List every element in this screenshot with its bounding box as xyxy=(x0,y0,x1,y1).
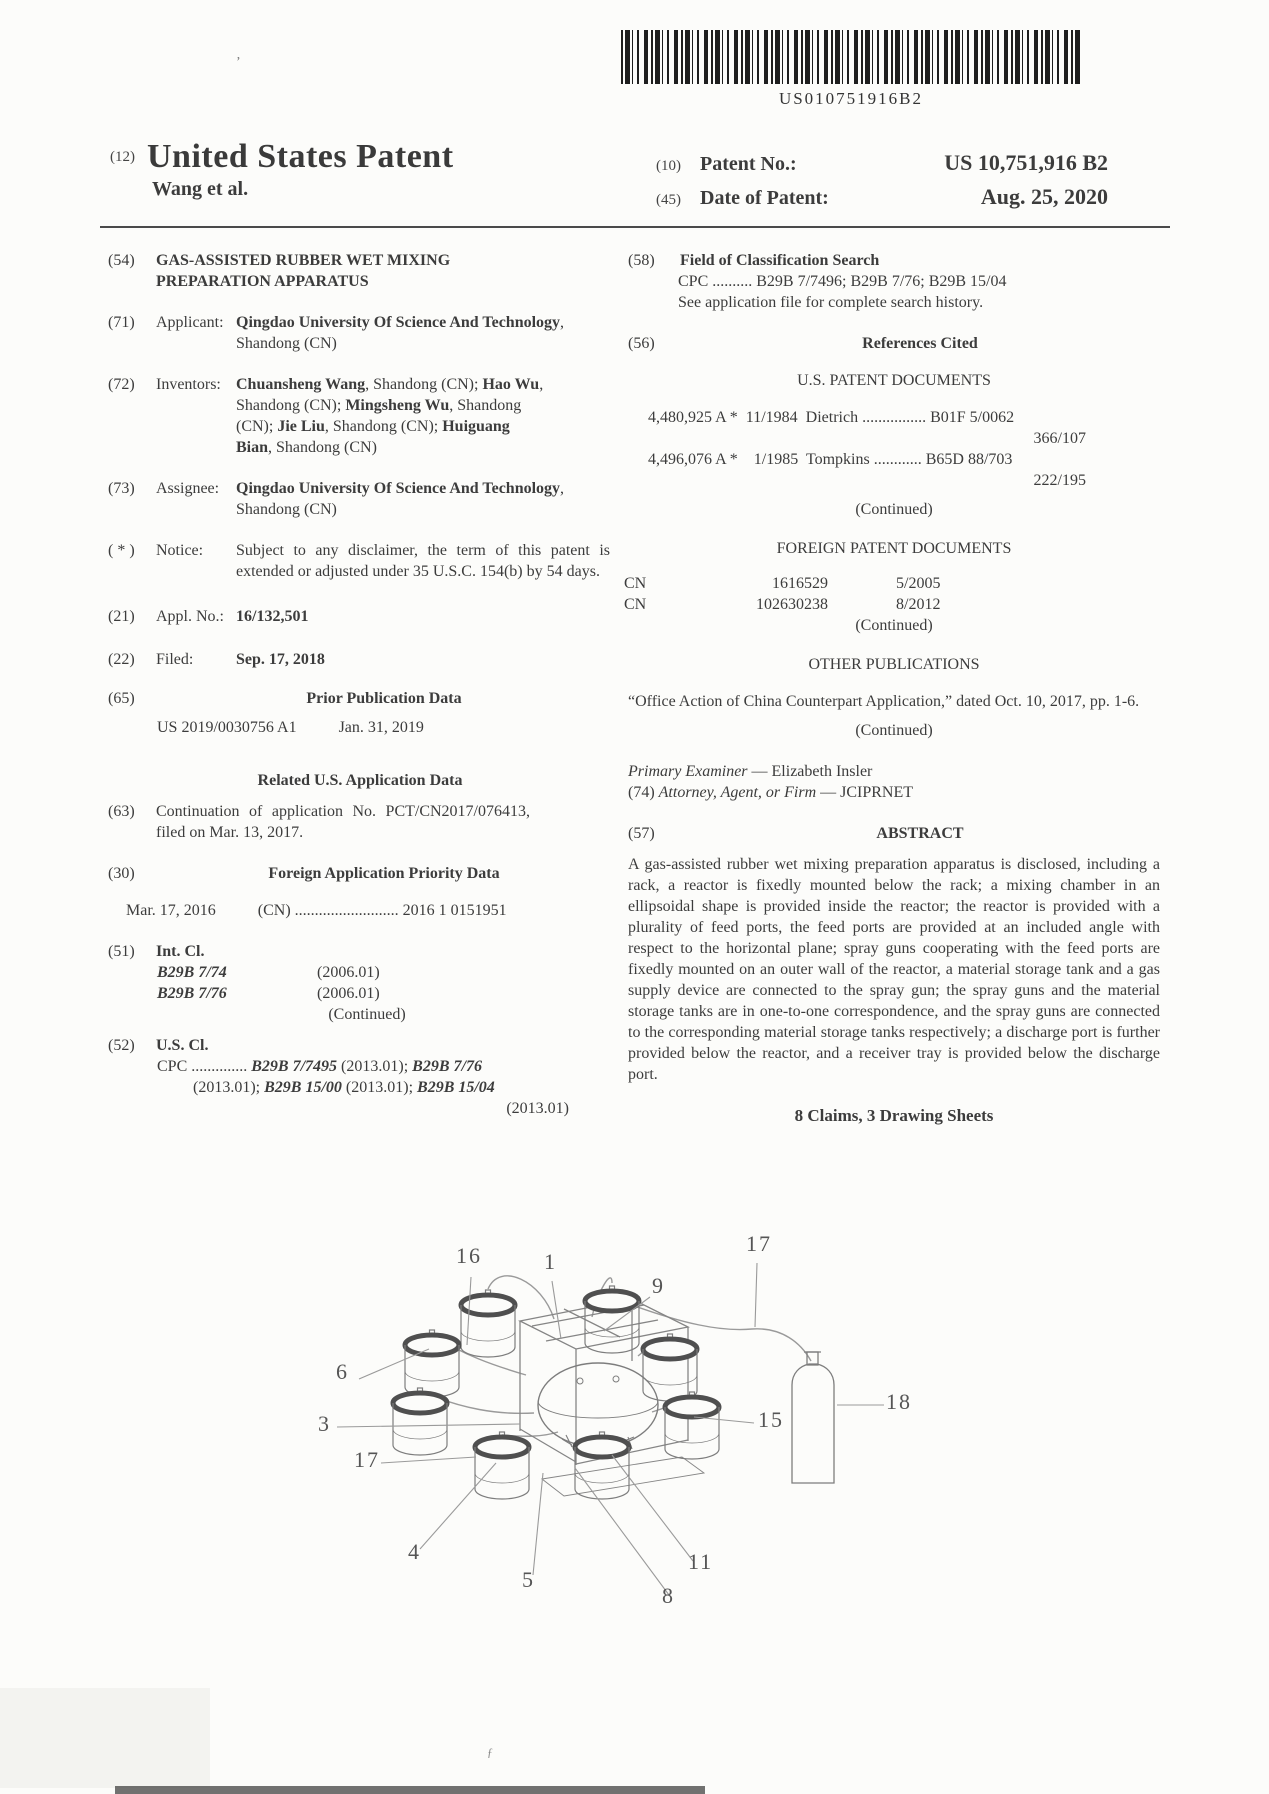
field-title xyxy=(108,250,612,292)
field-foreign-priority-heading xyxy=(108,863,612,884)
field-num: (63) xyxy=(108,803,135,820)
int-cl-code: B29B 7/76 xyxy=(157,985,227,1002)
field-abstract-heading xyxy=(628,823,1160,844)
us-patent-doc-class: 366/107 xyxy=(1033,430,1086,447)
header-right xyxy=(656,152,1108,220)
us-cl-line1: CPC .............. B29B 7/7495 (2013.01); B29B 7/76 xyxy=(157,1058,482,1075)
field-num: (21) xyxy=(108,608,135,625)
field-classification-search xyxy=(628,250,1160,313)
continued-note: (Continued) xyxy=(855,617,933,634)
figure-label: 16 xyxy=(456,1243,482,1268)
us-patent-doc-class: 222/195 xyxy=(1033,472,1086,489)
foreign-doc-date: 8/2012 xyxy=(896,596,941,613)
foreign-doc-country: CN xyxy=(624,596,647,613)
field-continuation xyxy=(108,801,612,843)
foreign-doc-row xyxy=(624,573,1160,594)
prior-pub-heading: Prior Publication Data xyxy=(306,690,462,707)
continued-note: (Continued) xyxy=(855,722,933,739)
field-search-note: See application file for complete search history. xyxy=(678,294,984,311)
field-num: (52) xyxy=(108,1037,135,1054)
foreign-doc-list xyxy=(624,573,1160,615)
scan-smudge xyxy=(0,1688,210,1788)
field-num: (30) xyxy=(108,865,135,882)
scan-bottom-bar xyxy=(115,1786,705,1794)
gas-cylinder xyxy=(792,1352,834,1483)
field-references-cited xyxy=(628,333,1160,354)
notice-text: Subject to any disclaimer, the term of this patent is extended or adjusted under 35 U.S.C. 154(b) by 54 days. xyxy=(236,542,610,580)
assignee-label: Assignee: xyxy=(156,480,220,497)
foreign-doc-country: CN xyxy=(624,575,647,592)
priority-date: Mar. 17, 2016 xyxy=(126,902,216,919)
field-num: ( * ) xyxy=(108,542,135,559)
inventor-party: Wang et al. xyxy=(152,178,249,200)
references-heading: References Cited xyxy=(862,335,978,352)
related-data-heading: Related U.S. Application Data xyxy=(257,772,463,789)
continuation-text: Continuation of application No. PCT/CN2017/076413, filed on Mar. 13, 2017. xyxy=(156,803,530,841)
foreign-priority-heading: Foreign Application Priority Data xyxy=(268,865,500,882)
us-patent-doc-row: 4,480,925 A * 11/1984 Dietrich ................ B01F 5/0062 xyxy=(648,409,1015,426)
us-patent-doc-list xyxy=(648,407,1086,491)
foreign-priority-entry xyxy=(126,900,612,921)
figure-label: 18 xyxy=(886,1389,912,1414)
field-notice xyxy=(108,540,612,582)
us-patent-docs-heading: U.S. PATENT DOCUMENTS xyxy=(797,372,991,389)
barcode-image xyxy=(621,30,1081,84)
field-num: (51) xyxy=(108,943,135,960)
invention-title: GAS-ASSISTED RUBBER WET MIXING PREPARATION APPARATUS xyxy=(156,252,451,290)
priority-number: (CN) .......................... 2016 1 0151951 xyxy=(257,902,507,919)
figure-label: 8 xyxy=(662,1583,675,1608)
us-cl-heading: U.S. Cl. xyxy=(156,1037,209,1054)
right-column xyxy=(624,250,1160,1126)
date-of-patent-label: Date of Patent: xyxy=(700,187,829,209)
applicant-value: Qingdao University Of Science And Technology, Shandong (CN) xyxy=(236,314,565,352)
foreign-docs-heading: FOREIGN PATENT DOCUMENTS xyxy=(776,540,1012,557)
foreign-doc-row xyxy=(624,594,1160,615)
barcode-text: US010751916B2 xyxy=(778,89,924,108)
field-num: (73) xyxy=(108,480,135,497)
patent-no-label: Patent No.: xyxy=(700,153,797,175)
claims-drawing-sheets-line: 8 Claims, 3 Drawing Sheets xyxy=(794,1106,994,1125)
inventors-label: Inventors: xyxy=(156,376,221,393)
abstract-text: A gas-assisted rubber wet mixing preparation apparatus is disclosed, including a rack, a reactor is fixedly mounted below the rack; a mixing chamber in an ellipsoidal shape is provided inside the reactor; the reactor is provided with a plurality of feed ports, the feed ports are provided at an included angle with respect to the horizontal plane; spray guns cooperating with the feed ports are fixedly mounted on an outer wall of the reactor, a material storage tank and a gas supply device are connected to the spray gun; the spray guns and the material storage tanks are in one-to-one correspondence, and the spray guns are connected to the corresponding material storage tanks respectively; a discharge port is further provided below the reactor, and a receiver tray is provided below the discharge port. xyxy=(628,856,1160,1083)
field-assignee xyxy=(108,478,612,520)
foreign-doc-date: 5/2005 xyxy=(896,575,941,592)
field-num: (58) xyxy=(628,252,655,269)
field-num: (57) xyxy=(628,825,655,842)
us-cl-line3: (2013.01) xyxy=(506,1100,569,1117)
other-publications-text: “Office Action of China Counterpart Application,” dated Oct. 10, 2017, pp. 1-6. xyxy=(628,693,1140,710)
figure-label: 4 xyxy=(408,1539,421,1564)
continued-note: (Continued) xyxy=(328,1006,406,1023)
field-appl-no xyxy=(108,606,612,627)
int-cl-heading: Int. Cl. xyxy=(156,943,205,960)
figure-label: 5 xyxy=(522,1567,535,1592)
field-num-45: (45) xyxy=(656,192,681,208)
figure-label: 17 xyxy=(746,1231,772,1256)
primary-examiner-line: Primary Examiner — Elizabeth Insler xyxy=(628,763,873,780)
field-int-cl xyxy=(108,941,612,1025)
int-cl-code: B29B 7/74 xyxy=(157,964,227,981)
us-cl-line2: (2013.01); B29B 15/00 (2013.01); B29B 15/04 xyxy=(193,1079,495,1096)
field-us-cl xyxy=(108,1035,612,1119)
field-num: (22) xyxy=(108,651,135,668)
int-cl-version: (2006.01) xyxy=(317,964,380,981)
left-column xyxy=(108,250,612,1119)
abstract-heading: ABSTRACT xyxy=(876,825,964,842)
filed-label: Filed: xyxy=(156,651,194,668)
scan-artifact-mark: ƒ xyxy=(487,1745,493,1759)
attorney-line: (74) Attorney, Agent, or Firm — JCIPRNET xyxy=(628,784,914,801)
int-cl-version: (2006.01) xyxy=(317,985,380,1002)
appl-no-value: 16/132,501 xyxy=(236,608,309,625)
header-rule xyxy=(100,226,1170,228)
field-inventors xyxy=(108,374,612,458)
notice-label: Notice: xyxy=(156,542,204,559)
field-prior-publication xyxy=(108,688,612,738)
prior-pub-date: Jan. 31, 2019 xyxy=(338,719,424,736)
figure-drawing xyxy=(280,1233,960,1643)
field-applicant xyxy=(108,312,612,354)
field-search-heading: Field of Classification Search xyxy=(680,252,880,269)
field-filed xyxy=(108,649,612,670)
patent-no-value: US 10,751,916 B2 xyxy=(944,150,1108,175)
prior-pub-number: US 2019/0030756 A1 xyxy=(157,719,297,736)
field-num: (71) xyxy=(108,314,135,331)
apparatus-drawing xyxy=(280,1233,960,1643)
applicant-label: Applicant: xyxy=(156,314,224,331)
continued-note: (Continued) xyxy=(855,501,933,518)
filed-value: Sep. 17, 2018 xyxy=(236,651,325,668)
figure-label: 3 xyxy=(318,1411,331,1436)
figure-label: 9 xyxy=(652,1273,665,1298)
field-num-12: (12) xyxy=(110,149,135,165)
field-num: (56) xyxy=(628,335,655,352)
appl-no-label: Appl. No.: xyxy=(156,608,224,625)
other-publications-heading: OTHER PUBLICATIONS xyxy=(808,656,980,673)
foreign-doc-number: 102630238 xyxy=(756,596,828,613)
inventors-value: Chuansheng Wang, Shandong (CN); Hao Wu, Shandong (CN); Mingsheng Wu, Shandong (CN); Jie Liu, Shandong (CN); Huiguang Bian, Shandong (CN) xyxy=(236,376,544,456)
us-patent-doc-row: 4,496,076 A * 1/1985 Tompkins ............ B65D 88/703 xyxy=(648,451,1013,468)
date-of-patent-value: Aug. 25, 2020 xyxy=(980,184,1108,209)
figure-label: 15 xyxy=(758,1407,784,1432)
document-kind-title: United States Patent xyxy=(147,138,454,175)
field-num: (72) xyxy=(108,376,135,393)
figure-label: 17 xyxy=(354,1447,380,1472)
figure-label: 11 xyxy=(688,1549,714,1574)
foreign-doc-number: 1616529 xyxy=(772,575,828,592)
figure-label: 1 xyxy=(544,1249,557,1274)
header-left xyxy=(110,138,454,200)
barcode-block xyxy=(618,30,1084,109)
field-num: (65) xyxy=(108,690,135,707)
scan-artifact-mark: ’ xyxy=(236,55,241,70)
field-search-cpc: CPC .......... B29B 7/7496; B29B 7/76; B29B 15/04 xyxy=(678,273,1007,290)
assignee-value: Qingdao University Of Science And Technology, Shandong (CN) xyxy=(236,480,565,518)
figure-label: 6 xyxy=(336,1359,349,1384)
field-num: (54) xyxy=(108,252,135,269)
field-num-10: (10) xyxy=(656,158,681,174)
